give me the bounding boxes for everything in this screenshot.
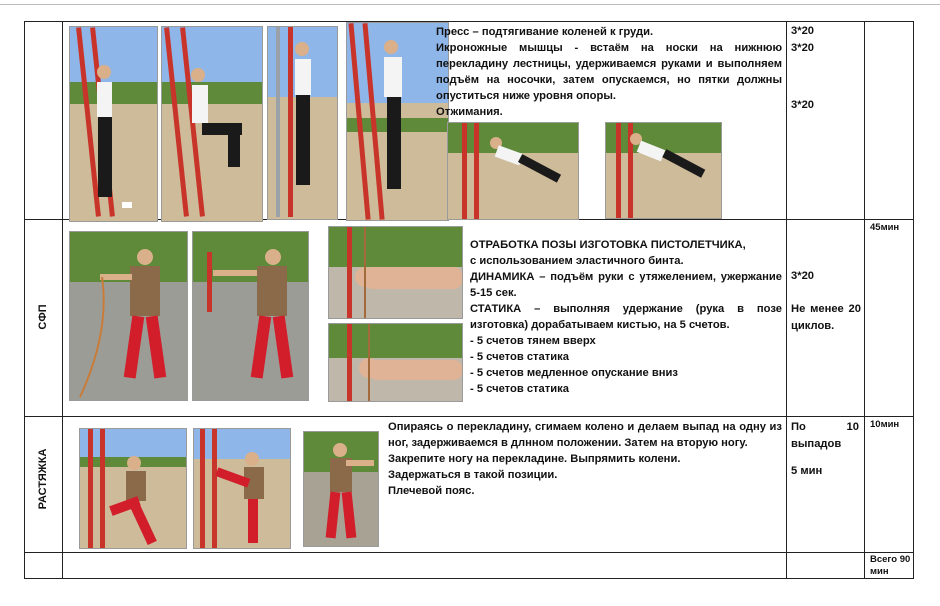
row1-line-3: Отжимания. — [436, 106, 503, 118]
row3-description — [388, 419, 782, 499]
photo-calf-raise-1 — [267, 26, 338, 220]
row3-time: 10мин — [870, 419, 900, 430]
table-border-right — [913, 21, 914, 579]
row1-line-1: Пресс – подтягивание коленей к груди. — [436, 26, 654, 38]
photo-knee-raise-2 — [161, 26, 263, 222]
photo-shoulder-stretch — [303, 431, 379, 547]
row1-dose-2: 3*20 — [791, 42, 815, 54]
row1-dose-1: 3*20 — [791, 25, 815, 37]
photo-stretch-2 — [193, 428, 291, 549]
row2-line-3: ДИНАМИКА – подъём руки с утяжелением, ужержание 5-15 сек. — [470, 271, 782, 299]
page-top-border — [0, 4, 940, 5]
row-divider-2 — [24, 416, 914, 417]
row3-dose-2: 5 мин — [791, 465, 823, 477]
row3-line-2: Закрепите ногу на перекладине. Выпрямить колени. — [388, 453, 681, 465]
row1-dose — [791, 23, 861, 114]
photo-pushup-2 — [605, 122, 722, 219]
photo-hand-band-2 — [328, 323, 463, 402]
table-divider-dose — [786, 21, 787, 579]
photo-knee-raise-1 — [69, 26, 158, 222]
row2-line-1: ОТРАБОТКА ПОЗЫ ИЗГОТОВКА ПИСТОЛЕТЧИКА, — [470, 239, 746, 251]
table-border-left — [24, 21, 25, 579]
row2-description — [470, 237, 782, 397]
row3-line-1: Опираясь о перекладину, сгимаем колено и делаем выпад на одну из ног, задерживаемся в длнном положении. Затем на вторую ногу. — [388, 421, 782, 449]
photo-pushup-1 — [447, 122, 579, 220]
row1-line-2: Икроножные мышцы - встаём на носки на нижнюю перекладину лестницы, удерживаемся руками и выполняем подъём на носочки, затем опускаемся, но пятки должны опуститься ниже уровня опоры. — [436, 42, 782, 102]
row3-line-3: Задержаться в такой позиции. — [388, 469, 558, 481]
total-time: Всего 90 мин — [870, 554, 911, 577]
table-border-bottom — [24, 578, 914, 579]
photo-pistol-pose-1 — [69, 231, 188, 401]
photo-stretch-1 — [79, 428, 187, 549]
row2-line-4: СТАТИКА – выполняя удержание (рука в позе изготовка) дорабатываем кистью, на 5 счетов. — [470, 303, 782, 331]
row2-dose-1: 3*20 — [791, 270, 815, 282]
photo-pistol-pose-2 — [192, 231, 309, 401]
exercise-table — [24, 21, 914, 579]
row2-line-5: - 5 счетов тянем вверх — [470, 335, 596, 347]
row2-line-6: - 5 счетов статика — [470, 351, 569, 363]
table-border-top — [24, 21, 914, 22]
row2-line-8: - 5 счетов статика — [470, 383, 569, 395]
section-label-sfp: СФП — [37, 304, 49, 330]
row3-dose-1: По 10 выпадов — [791, 421, 859, 450]
row3-dose — [791, 419, 861, 480]
row2-line-2: с использованием эластичного бинта. — [470, 255, 684, 267]
row1-description — [436, 24, 782, 120]
row-divider-3 — [24, 552, 914, 553]
table-divider-section — [62, 21, 63, 579]
row2-time: 45мин — [870, 222, 900, 233]
table-divider-time — [864, 21, 865, 579]
row3-line-4: Плечевой пояс. — [388, 485, 475, 497]
section-label-stretch: РАСТЯЖКА — [37, 448, 49, 510]
row2-dose-2: Не менее 20 циклов. — [791, 303, 861, 332]
photo-calf-raise-2 — [346, 22, 449, 221]
row1-dose-3: 3*20 — [791, 99, 815, 111]
photo-hand-band-1 — [328, 226, 463, 319]
row2-line-7: - 5 счетов медленное опускание вниз — [470, 367, 678, 379]
row2-dose — [791, 268, 861, 335]
